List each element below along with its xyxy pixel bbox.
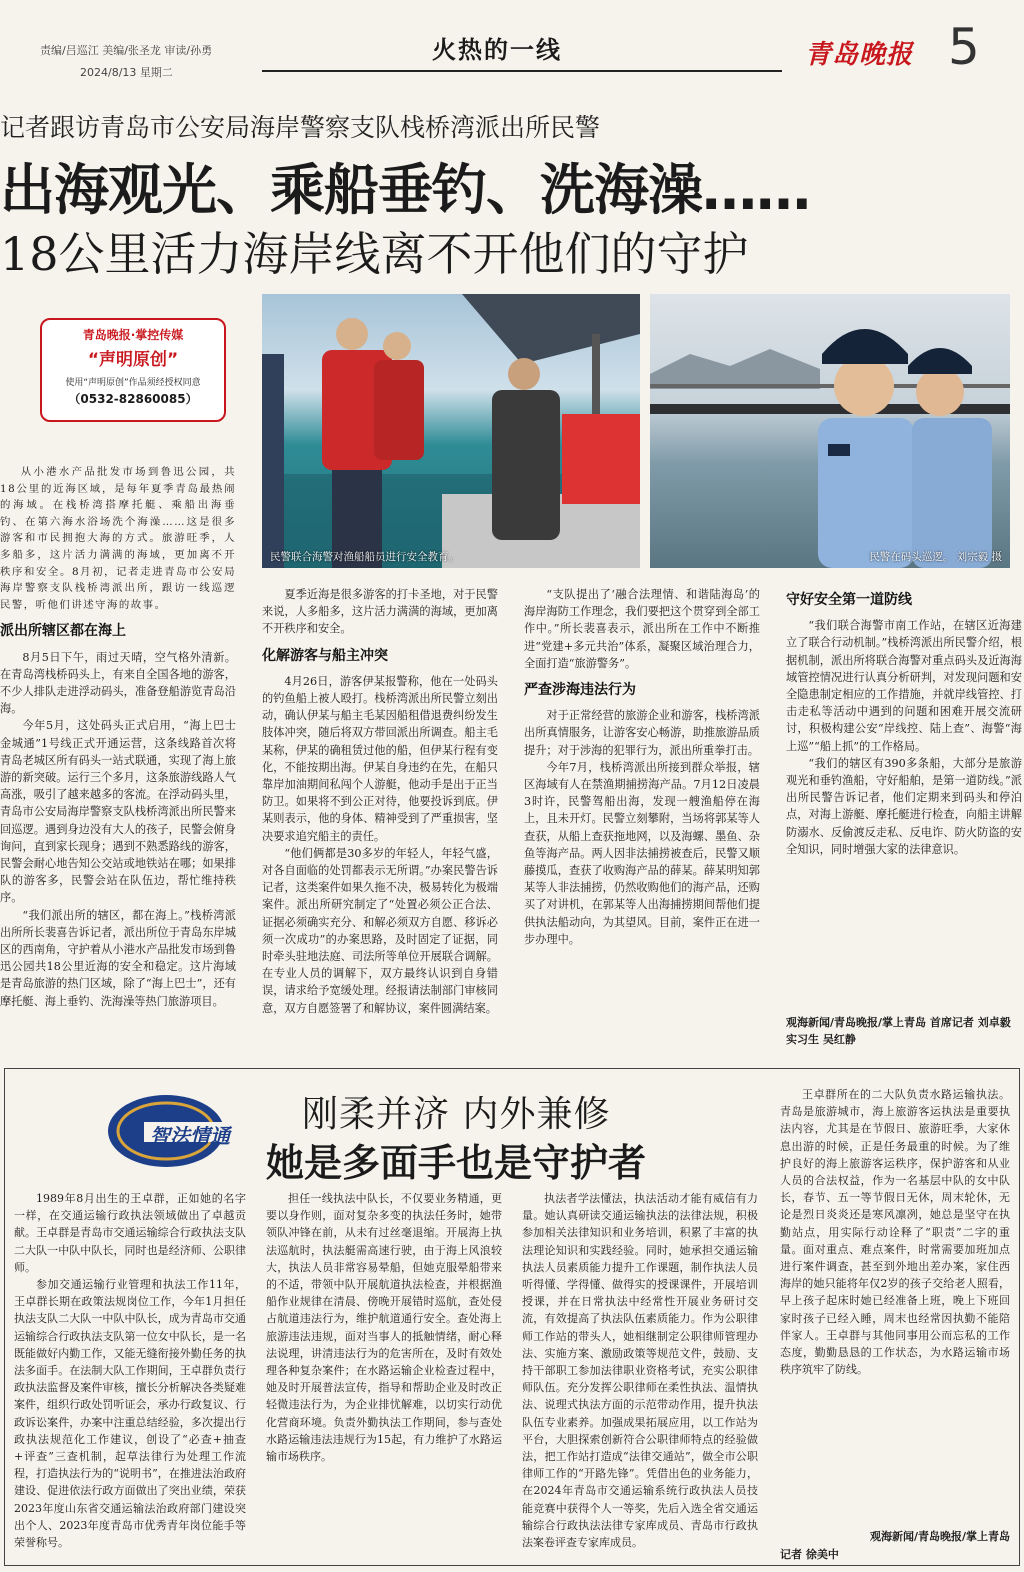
paper-logo: 青岛晚报 [805,40,914,70]
article1-body-col3 [524,586,760,1054]
section2-para2: “他们俩都是30多岁的年轻人，年轻气盛，对各自面临的处罚都表示无所谓。”办案民警告诉记者，这类案件如果久拖不决，极易转化为极端案件。派出所研究制定了“处置必须公正合法、证据必须确实充分、和解必须双方自愿、移诉必须一次成功”的办案思路，及时固定了证据，同时牵头驻地法庭、司法所等单位开展联合调解。在专业人员的调解下，双方最终认识到自身错误，请求给予宽缓处理。经报请法制部门审核同意，双方自愿签署了和解协议，案件圆满结案。 [262,846,498,1015]
article2-byline1: 观海新闻/青岛晚报/掌上青岛 [869,1530,1010,1543]
article2-para5: 王卓群所在的二大队负责水路运输执法。青岛是旅游城市，海上旅游客运执法是重要执法内容，尤其是在节假日、旅游旺季，大家休息出游的时候，正是任务最重的时候。为了维护良好的海上旅游客运秩序，保护游客和从业人员的合法权益，作为一名基层中队的女中队长，春节、五一等节假日无休，周末轮休，无论是烈日炎炎还是寒风凛冽，她总是坚守在执勤站点，用实际行动诠释了“职责”二字的重量。面对重点、难点案件，时常需要加班加点进行案件调查，甚至到外地出差办案，家住西海岸的她只能将年仅2岁的孩子交给老人照看，早上孩子起床时她已经准备上班，晚上下班回家时孩子已经入睡，周末也经常因执勤不能陪伴家人。王卓群与其他同事用公而忘私的工作态度，勤勤恳恳的工作状态，为水路运输市场秩序筑牢了防线。 [780,1088,1010,1377]
article2-para3: 担任一线执法中队长，不仅要业务精通，更要以身作则，面对复杂多变的执法任务时，她带领队冲锋在前，从未有过丝毫退缩。开展海上执法巡航时，执法艇需高速行驶，由于海上风浪较大，执法人员非常容易晕船，但她克服晕船带来的不适，带领中队开展航道执法检查，并根据渔船作业规律在清晨、傍晚开展错时巡航，查处侵占航道违法行为，维护航道通行安全。查处海上旅游违法违规，面对当事人的抵触情绪，耐心释法说理，讲清违法行为的危害所在，及时有效处理各种复杂案件；在水路运输企业检查过程中，她及时开展普法宣传，指导和帮助企业及时改正轻微违法行为，为企业排忧解难，以切实行动优化营商环境。负责外勤执法工作期间，参与查处水路运输违法违规行为15起，有力维护了水路运输市场秩序。 [266,1192,502,1464]
article1-body-col1 [0,464,236,1054]
section2-para1: 4月26日，游客伊某报警称，他在一处码头的钓鱼船上被人殴打。栈桥湾派出所民警立刻出动，确认伊某与船主毛某因船租借退费纠纷发生肢体冲突，随后将双方带回派出所调查。船主毛某称，伊某的确租赁过他的船，但伊某行程有变化，不能按期出海。伊某自身违约在先，在船只靠岸加油期间私闯个人游艇，他动手是出于正当防卫。如果将不到公正对待，他要投诉到底。伊某则表示，他的身体、精神受到了严重损害，坚决要求追究船主的责任。 [262,674,498,843]
article2-headline1: 刚柔并济 内外兼修 [302,1094,611,1135]
article1-body-col2 [262,586,498,1054]
article2-headline2: 她是多面手也是守护者 [266,1141,647,1185]
article1-headline: 出海观光、乘船垂钓、洗海澡…… [0,158,811,222]
stamp-top: 青岛晚报·掌控传媒 [82,328,184,342]
article1-byline: 观海新闻/青岛晚报/掌上青岛 首席记者 刘卓毅 实习生 吴红静 [786,1016,1011,1046]
section4-para1: “我们联合海警市南工作站，在辖区近海建立了联合行动机制。”栈桥湾派出所民警介绍，根据机制，派出所将联合海警对重点码头及近海海域管控情况进行认真分析研判，对发现问题和安全隐患制定相应的工作措施，并就岸线管控、打击走私等活动中遇到的问题和困难开展交流研讨，积极构建公安“岸线控、陆上查”、海警“海上巡”“船上抓”的工作格局。 [786,619,1022,753]
section4-para2: “我们的辖区有390多条船，大部分是旅游观光和垂钓渔船，守好船舶，是第一道防线。”派出所民警告诉记者，他们定期来到码头和停泊点，对海上游艇、摩托艇进行检查，向船主讲解防溺水、反偷渡反走私、反电诈、防火防盗的安全知识，同时增强大家的法律意识。 [786,756,1022,856]
photo1-illustration [262,294,640,568]
original-statement-stamp [40,318,226,422]
article2-para1: 1989年8月出生的王卓群，正如她的名字一样，在交通运输行政执法领域做出了卓越贡献。王卓群是青岛市交通运输综合行政执法支队二大队一中队中队长，同时也是经济师、公职律师。 [14,1192,246,1274]
header-rule [262,70,782,72]
section1-title: 派出所辖区都在海上 [0,623,126,640]
section3-para2: 今年7月，栈桥湾派出所接到群众举报，辖区海域有人在禁渔期捕捞海产品。7月12日凌晨3时许，民警驾船出海，发现一艘渔船停在海上，且未开灯。民警立刻攀附，当场将郭某等人查获，从船上查获拖地网，以及海螺、墨鱼、杂鱼等海产品。两人因非法捕捞被查后，民警又顺藤摸瓜，查获了收购海产品的薛某。薛某明知郭某等人非法捕捞，仍然收购他们的海产品，还购买了对讲机，在郭某等人出海捕捞期间帮他们提供执法船动向，为其望风。目前，案件正在进一步办理中。 [524,760,760,946]
page-number: 5 [948,18,980,76]
section4-title: 守好安全第一道防线 [786,592,912,608]
article1-subhead: 18公里活力海岸线离不开他们的守护 [0,227,749,281]
article2-para2: 参加交通运输行业管理和执法工作11年，王卓群长期在政策法规岗位工作，今年1月担任执法支队二大队一中队中队长，成为青岛市交通运输综合行政执法支队第一位女中队长，是一名既能做好内勤工作，又能无缝衔接外勤任务的执法多面手。在法制大队工作期间，王卓群负责行政执法监督及案件审核，擅长分析解决各类疑难案件，组织行政处罚听证会，承办行政复议、行政诉讼案件，办案中注重总结经验，多次提出行政执法规范化工作建议，创设了“必查+抽查+评查”三查机制，起草法律行为处理工作流程，打造执法行为的“说明书”，在推进法治政府建设、促进依法行政方面做出了突出业绩，荣获2023年度山东省交通运输法治政府部门建设突出个人、2023年度青岛市优秀青年岗位能手等荣誉称号。 [14,1278,246,1550]
issue-date: 2024/8/13 星期二 [80,66,173,79]
stamp-main: “声明原创” [87,350,179,370]
article1-body-col4 [786,586,1022,1006]
photo1-caption: 民警联合海警对渔船船员进行安全教育。 [270,551,459,563]
section1-para4: 夏季近海是很多游客的打卡圣地，对于民警来说，人多船多，这片活力满满的海域，更加离不开秩序和安全。 [262,588,498,636]
photo-safety-education [262,294,640,568]
section3-title: 严查涉海违法行为 [524,682,636,699]
article1-kicker: 记者跟访青岛市公安局海岸警察支队栈桥湾派出所民警 [0,113,601,142]
article2-para4: 执法者学法懂法，执法活动才能有威信有力量。她认真研读交通运输执法的法律法规，积极参加相关法律知识和业务培训，积累了丰富的执法理论知识和实践经验。同时，她承担交通运输执法人员素质能力提升工作课题，制作执法人员听得懂、学得懂、做得实的授课课件，开展培训授课，并在日常执法中经常性开展业务研讨交流，有效提高了执法队伍素质能力。作为公职律师工作站的带头人，她相继制定公职律师管理办法、实施方案、激励政策等规范文件，鼓励、支持干部职工参加法律职业资格考试，充实公职律师队伍。充分发挥公职律师在柔性执法、温情执法、说理式执法方面的示范带动作用，提升执法队伍专业素养。加强成果拓展应用，以工作站为平台，大胆探索创新符合公职律师特点的经验做法，把工作站打造成“法律交通站”，做全市公职律师工作的“开路先锋”。凭借出色的业务能力，在2024年青岛市交通运输系统行政执法人员技能竞赛中获得个人一等奖，先后入选全省交通运输综合行政执法法律专家库成员、青岛市行政执法案卷评查专家库成员。 [522,1192,758,1550]
photo2-caption: 民警在码头巡逻。 刘宗毅 摄 [869,551,1002,563]
photo-police-patrol [650,294,1010,568]
article2-col2 [266,1190,502,1556]
section2-para3: “支队提出了‘融合法理情、和谐陆海岛’的海岸海防工作理念，我们要把这个贯穿到全部工作中。”所长裴喜表示，派出所在工作中不断推进“党建+多元共治”体系，凝聚区域治理合力，全面打造“旅游警务”。 [524,588,760,670]
article2-byline2: 记者 徐美中 [780,1548,839,1561]
editors-credit: 责编/吕巡江 美编/张圣龙 审读/孙勇 [40,44,213,57]
section1-para1: 8月5日下午，雨过天晴，空气格外清新。在青岛湾栈桥码头上，有来自全国各地的游客，不少人排队走进浮动码头，准备登船游览青岛沿海。 [0,650,236,716]
section2-title: 化解游客与船主冲突 [262,647,388,664]
zhifa-logo [104,1090,254,1172]
section1-para2: 今年5月，这处码头正式启用，“海上巴士金城通”1号线正式开通运营，这条线路首次将青岛老城区所有码头一站式联通，实现了海上旅游的新突破。运行三个多月，这条旅游线路人气高涨，吸引了越来越多的客流。在浮动码头里，青岛市公安局海岸警察支队栈桥湾派出所民警来回巡逻。遇到身边没有大人的孩子，民警会俯身询问，直到家长现身；遇到不熟悉路线的游客，民警会耐心地告知公交站或地铁站在哪；如果排队的游客多，民警会站在队伍边，帮忙维持秩序。 [0,719,236,905]
zhifa-logo-text: 智法情通 [150,1124,230,1148]
stamp-line: 使用“声明原创”作品须经授权同意 [65,378,201,388]
article2-col3 [522,1190,758,1556]
photo2-illustration [650,294,1010,568]
article1-lead: 从小港水产品批发市场到鲁迅公园，共18公里的近海区域，是每年夏季青岛最热闹的海域。在栈桥湾搭摩托艇、乘船出海垂钓、在第六海水浴场洗个海澡……这是很多游客和市民拥抱大海的方式。旅游旺季，人多船多，这片活力满满的海域，更加离不开秩序和安全。8月初，记者走进青岛市公安局海岸警察支队栈桥湾派出所，跟访一线巡逻民警，听他们讲述守海的故事。 [0,466,236,611]
section-title: 火热的一线 [432,36,562,64]
section3-para1: 对于正常经营的旅游企业和游客，栈桥湾派出所真情服务，让游客安心畅游，助推旅游品质提升；对于涉海的犯罪行为，派出所重拳打击。 [524,709,760,757]
article2-col4 [780,1086,1010,1522]
article2-col1 [14,1190,246,1556]
section1-para3: “我们派出所的辖区，都在海上。”栈桥湾派出所所长裴喜告诉记者，派出所位于青岛东岸城区的西南角，守护着从小港水产品批发市场到鲁迅公园共18公里近海的安全和稳定。这片海域是青岛旅游的热门区域，除了“海上巴士”，还有摩托艇、海上垂钓、洗海澡等热门旅游项目。 [0,908,236,1008]
stamp-phone: （0532-82860085） [68,392,198,406]
